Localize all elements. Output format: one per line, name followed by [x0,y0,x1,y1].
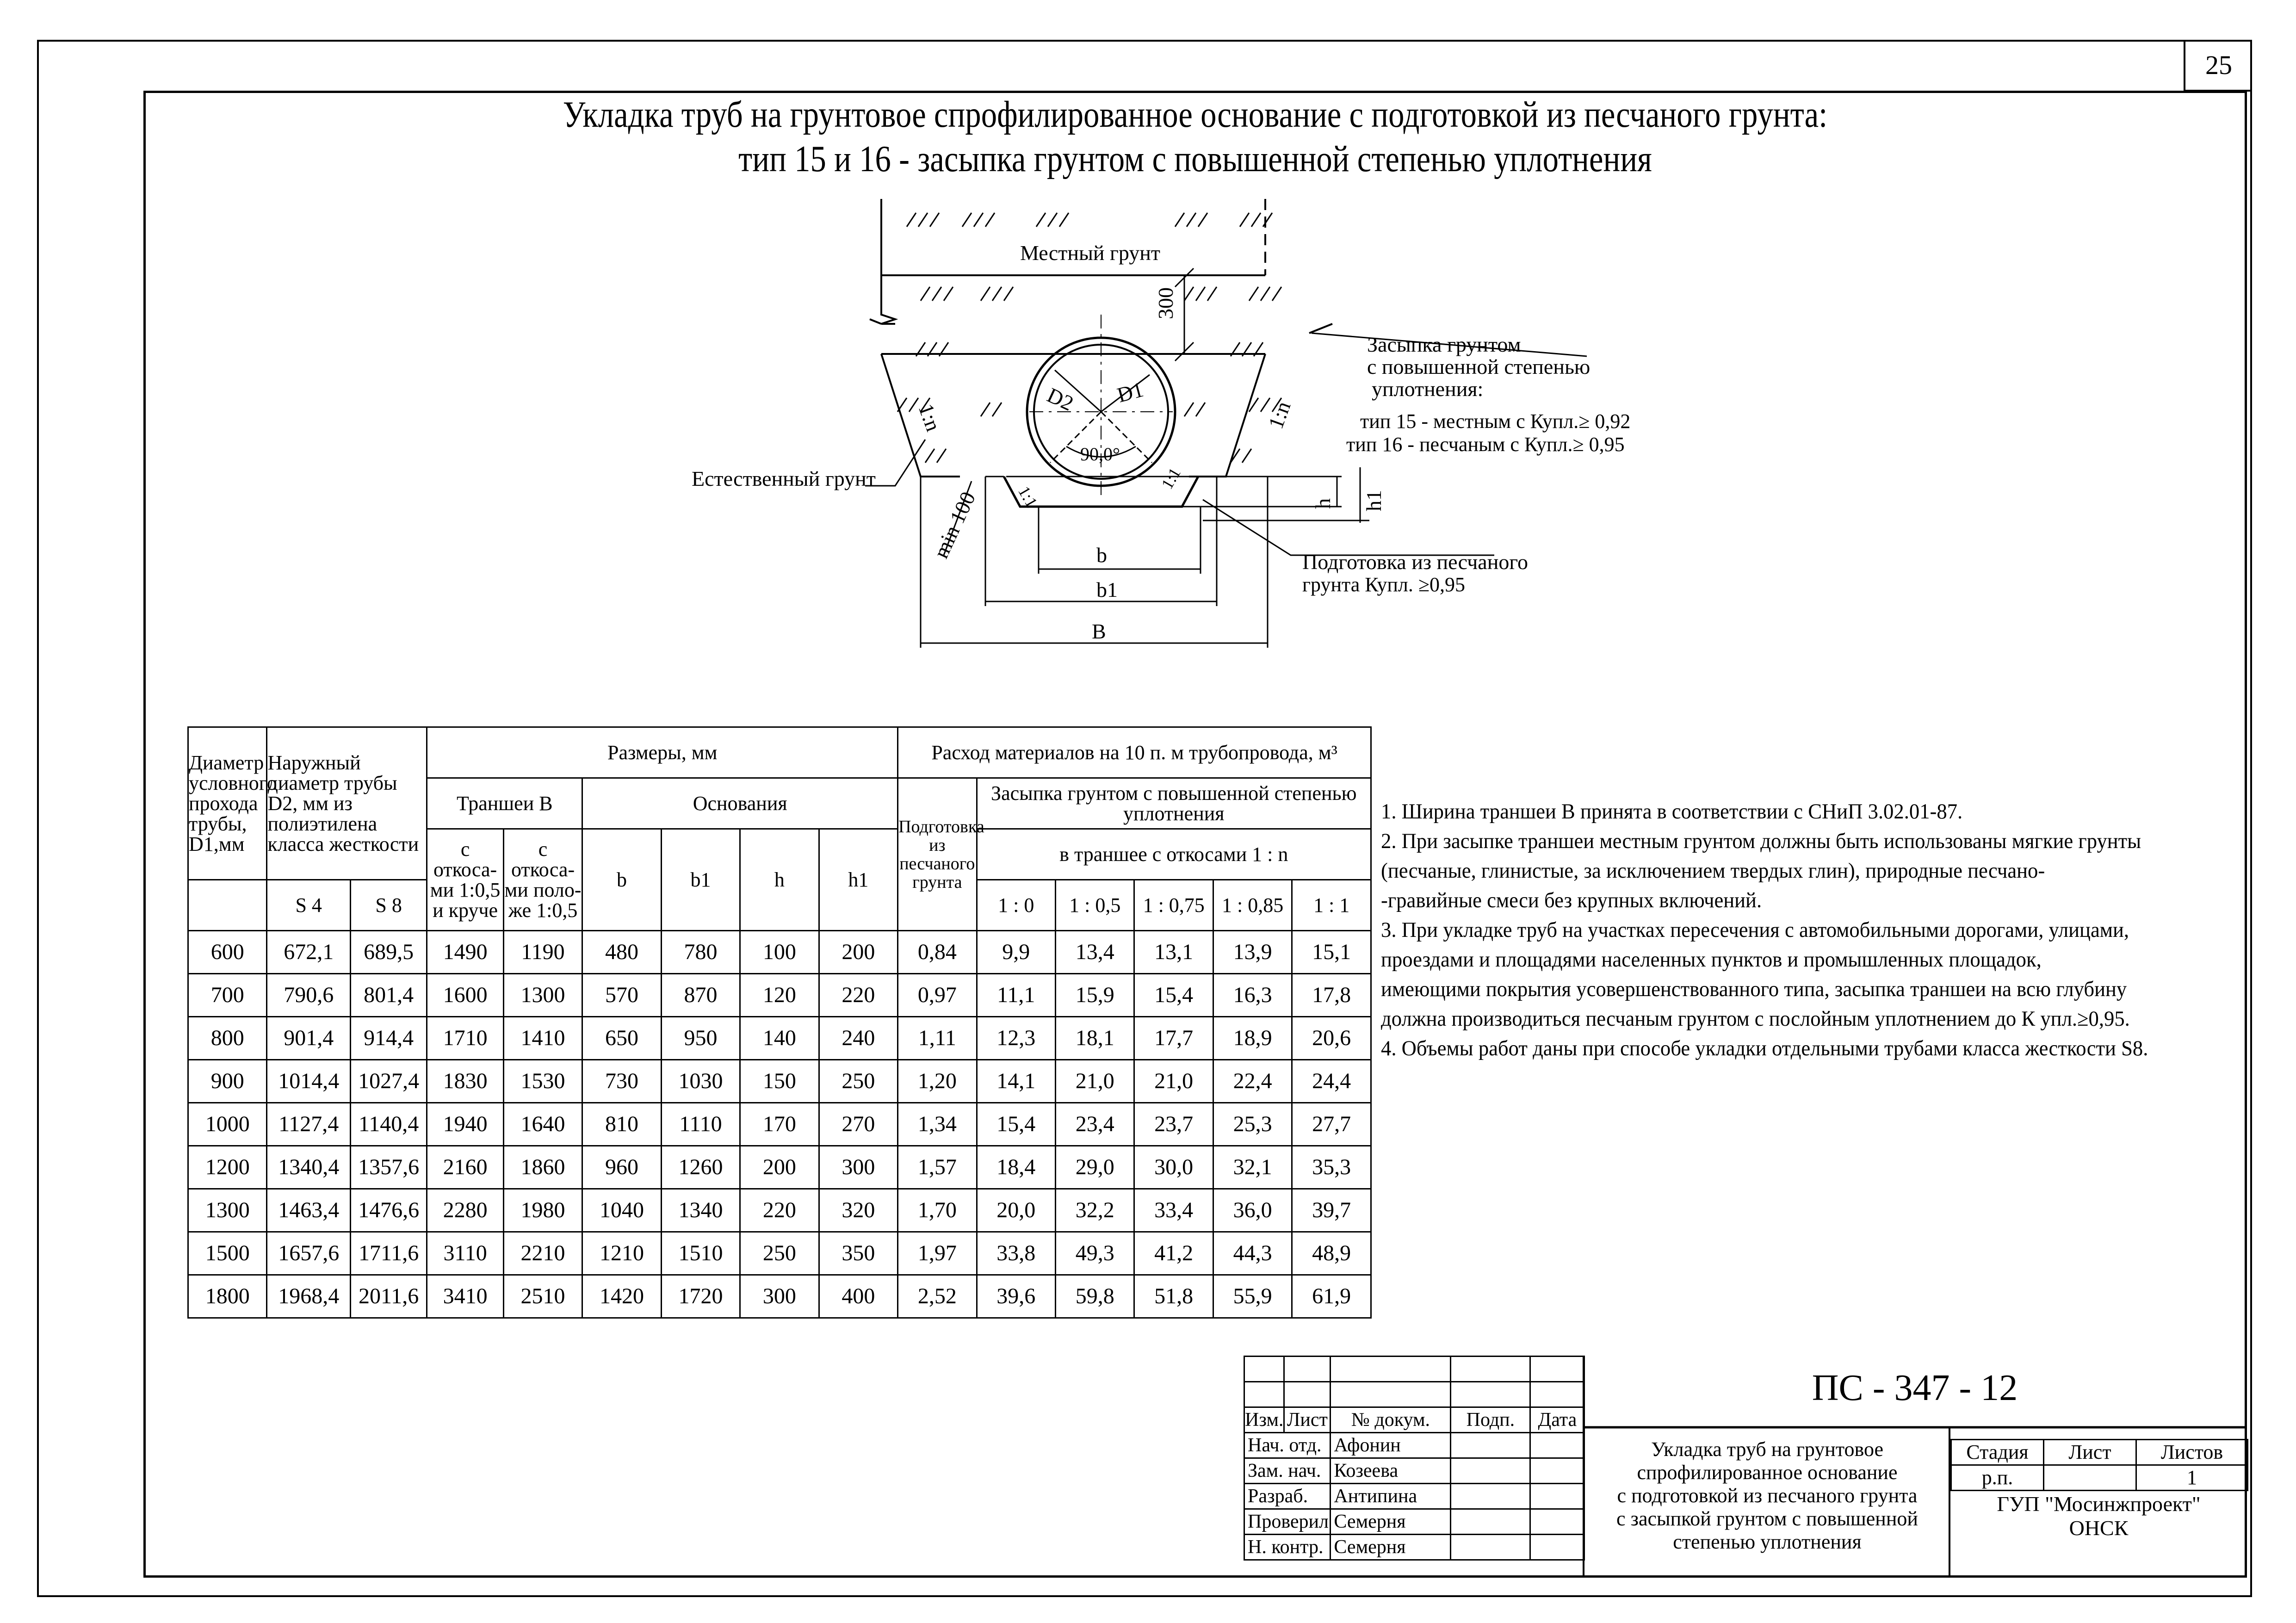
table-cell: 18,1 [1056,1017,1134,1060]
table-cell: 35,3 [1292,1146,1371,1189]
table-cell: 250 [819,1060,897,1103]
label-slope-right: 1:n [1263,398,1295,432]
table-cell: 33,8 [977,1232,1055,1275]
table-cell: 672,1 [267,931,350,974]
table-cell: 1640 [503,1103,582,1146]
table-cell: 801,4 [350,974,427,1017]
table-cell: 140 [740,1017,819,1060]
label-d1: D1 [1114,377,1146,407]
table-cell: 11,1 [977,974,1055,1017]
header-trench: Траншеи В [427,778,582,829]
label-type16: тип 16 - песчаным с Купл.≥ 0,95 [1346,433,1625,456]
table-cell: 150 [740,1060,819,1103]
stamp-h-doc: № докум. [1331,1407,1451,1433]
note-line: 1. Ширина траншеи В принята в соответствии с СНиП 3.02.01-87. [1381,799,1963,824]
table-cell: 2210 [503,1232,582,1275]
table-cell: 15,1 [1292,931,1371,974]
table-cell: 41,2 [1134,1232,1213,1275]
table-cell: 1,11 [898,1017,977,1060]
table-cell: 18,9 [1213,1017,1292,1060]
label-angle: 90,0° [1080,444,1120,465]
stamp-role-row [1244,1509,1584,1535]
stamp-signatures [1244,1356,1585,1561]
header-steep-slopes: с откоса-ми 1:0,5 и круче [427,829,503,931]
table-cell: 20,6 [1292,1017,1371,1060]
table-cell: 39,6 [977,1275,1055,1318]
stamp-role: Зам. нач. [1244,1458,1331,1484]
table-cell: 1463,4 [267,1189,350,1232]
table-cell: 1,70 [898,1189,977,1232]
label-min100: min 100 [928,488,980,562]
table-cell: 400 [819,1275,897,1318]
header-backfill: Засыпка грунтом с повышенной степенью уплотнения [977,778,1371,829]
header-consumption: Расход материалов на 10 п. м трубопровода, м³ [898,727,1371,778]
table-row [188,1232,1371,1275]
label-backfill-2: с повышенной степенью [1367,355,1590,378]
document-title [1587,1438,1948,1554]
table-cell: 30,0 [1134,1146,1213,1189]
note-line: -гравийные смеси без крупных включений. [1381,888,1762,912]
table-cell: 200 [819,931,897,974]
table-cell: 14,1 [977,1060,1055,1103]
table-cell: 9,9 [977,931,1055,974]
note-line: 4. Объемы работ даны при способе укладки отдельными трубами класса жесткости S8. [1381,1036,2148,1060]
stage-table [1950,1439,2248,1491]
table-cell: 15,4 [1134,974,1213,1017]
table-cell: 1830 [427,1060,503,1103]
table-cell: 29,0 [1056,1146,1134,1189]
table-cell: 24,4 [1292,1060,1371,1103]
table-cell: 350 [819,1232,897,1275]
organization-line: ОНСК [2069,1516,2129,1540]
header-s4: S 4 [267,880,350,931]
label-slope-1-1-left: 1:1 [1015,483,1041,511]
document-title-line: степенью уплотнения [1673,1530,1862,1553]
header-k0: 1 : 0 [977,880,1055,931]
stamp-h-data: Дата [1530,1407,1584,1433]
table-cell: 790,6 [267,974,350,1017]
header-h: h [740,829,819,931]
table-cell: 1260 [661,1146,740,1189]
table-cell: 250 [740,1232,819,1275]
label-h1: h1 [1362,490,1386,511]
table-cell: 900 [188,1060,267,1103]
stamp-person: Семерня [1331,1509,1451,1535]
table-cell: 100 [740,931,819,974]
stamp-stage: р.п. [1951,1465,2044,1491]
table-cell: 700 [188,974,267,1017]
table-cell: 1340,4 [267,1146,350,1189]
header-sizes: Размеры, мм [427,727,898,778]
table-cell: 33,4 [1134,1189,1213,1232]
table-cell: 1510 [661,1232,740,1275]
table-cell: 950 [661,1017,740,1060]
table-cell: 270 [819,1103,897,1146]
header-slopes: в траншее с откосами 1 : n [977,829,1371,880]
dimensions-table [187,726,1372,1319]
table-cell: 59,8 [1056,1275,1134,1318]
header-outer-diameter: Наружный диаметр трубы D2, мм из полиэтилена класса жесткости [267,727,427,880]
table-row [188,931,1371,974]
label-slope-1-1-right: 1:1 [1157,465,1184,492]
table-cell: 780 [661,931,740,974]
document-title-line: с подготовкой из песчаного грунта [1617,1484,1918,1507]
table-cell: 1980 [503,1189,582,1232]
table-cell: 240 [819,1017,897,1060]
table-cell: 32,1 [1213,1146,1292,1189]
document-title-line: спрофилированное основание [1637,1461,1898,1484]
title-line-1: Укладка труб на грунтовое спрофилированное основание с подготовкой из песчаного грунта: [563,94,1828,135]
table-cell: 689,5 [350,931,427,974]
table-cell: 2011,6 [350,1275,427,1318]
stamp-person: Семерня [1331,1535,1451,1560]
table-cell: 1014,4 [267,1060,350,1103]
table-cell: 36,0 [1213,1189,1292,1232]
table-cell: 61,9 [1292,1275,1371,1318]
table-cell: 1420 [582,1275,661,1318]
label-dim-300: 300 [1154,287,1177,319]
table-cell: 170 [740,1103,819,1146]
table-cell: 1968,4 [267,1275,350,1318]
header-base: Основания [582,778,898,829]
label-natural-soil: Естественный грунт [692,467,876,490]
header-k1: 1 : 1 [1292,880,1371,931]
table-cell: 901,4 [267,1017,350,1060]
notes [1381,797,2232,1063]
header-nominal-diameter: Диаметр условного прохода трубы, D1,мм [188,727,267,880]
table-cell: 44,3 [1213,1232,1292,1275]
table-cell: 1200 [188,1146,267,1189]
table-cell: 12,3 [977,1017,1055,1060]
table-cell: 810 [582,1103,661,1146]
document-title-line: Укладка труб на грунтовое [1651,1438,1884,1461]
table-cell: 480 [582,931,661,974]
table-cell: 1860 [503,1146,582,1189]
stamp-role: Нач. отд. [1244,1433,1331,1458]
table-cell: 1110 [661,1103,740,1146]
table-cell: 1040 [582,1189,661,1232]
table-cell: 3110 [427,1232,503,1275]
note-line: 3. При укладке труб на участках пересечения с автомобильными дорогами, улицами, [1381,918,2129,942]
organization [1950,1492,2247,1540]
label-b: b [1096,543,1107,567]
table-cell: 300 [819,1146,897,1189]
table-cell: 1500 [188,1232,267,1275]
table-row [188,1060,1371,1103]
table-cell: 1476,6 [350,1189,427,1232]
note-line: должна производиться песчаным грунтом с послойным уплотнением до К упл.≥0,95. [1381,1007,2130,1031]
label-h: h [1311,498,1335,509]
table-cell: 1720 [661,1275,740,1318]
table-cell: 300 [740,1275,819,1318]
table-row [188,1103,1371,1146]
table-cell: 13,4 [1056,931,1134,974]
stamp-role: Н. контр. [1244,1535,1331,1560]
table-cell: 1600 [427,974,503,1017]
label-b1: b1 [1096,578,1118,601]
document-code: ПС - 347 - 12 [1812,1368,2018,1408]
table-row [188,1275,1371,1318]
stamp-sheet [2044,1465,2136,1491]
table-cell: 3410 [427,1275,503,1318]
table-cell: 20,0 [977,1189,1055,1232]
stamp-role-row [1244,1535,1584,1560]
table-cell: 2160 [427,1146,503,1189]
header-k05: 1 : 0,5 [1056,880,1134,931]
header-sand-prep: Подготовка из песчаного грунта [898,778,977,931]
page-title [291,93,2099,181]
table-cell: 21,0 [1134,1060,1213,1103]
label-type15: тип 15 - местным с Купл.≥ 0,92 [1360,410,1631,433]
stamp-person: Афонин [1331,1433,1451,1458]
table-row [188,974,1371,1017]
table-cell: 0,84 [898,931,977,974]
table-cell: 18,4 [977,1146,1055,1189]
stamp-h-izm: Изм. [1244,1407,1284,1433]
table-cell: 27,7 [1292,1103,1371,1146]
table-cell: 1027,4 [350,1060,427,1103]
table-cell: 1,57 [898,1146,977,1189]
table-cell: 800 [188,1017,267,1060]
table-cell: 914,4 [350,1017,427,1060]
stamp-role: Разраб. [1244,1484,1331,1509]
table-cell: 51,8 [1134,1275,1213,1318]
table-cell: 1300 [188,1189,267,1232]
note-line: (песчаные, глинистые, за исключением твердых глин), природные песчано- [1381,859,2045,883]
stamp-sheets: 1 [2136,1465,2248,1491]
table-cell: 17,8 [1292,974,1371,1017]
table-cell: 0,97 [898,974,977,1017]
header-b: b [582,829,661,931]
stamp-role-row [1244,1458,1584,1484]
table-cell: 55,9 [1213,1275,1292,1318]
table-cell: 13,9 [1213,931,1292,974]
table-cell: 1210 [582,1232,661,1275]
table-cell: 16,3 [1213,974,1292,1017]
table-cell: 1340 [661,1189,740,1232]
label-sand-prep-2: грунта Купл. ≥0,95 [1302,573,1465,596]
table-row [188,1017,1371,1060]
table-cell: 1711,6 [350,1232,427,1275]
stamp-person: Антипина [1331,1484,1451,1509]
table-cell: 120 [740,974,819,1017]
header-gentle-slopes: с откоса-ми поло-же 1:0,5 [503,829,582,931]
stamp-h-sheet: Лист [2044,1440,2136,1465]
label-d2: D2 [1043,383,1077,415]
table-cell: 1030 [661,1060,740,1103]
table-cell: 39,7 [1292,1189,1371,1232]
header-k075: 1 : 0,75 [1134,880,1213,931]
table-cell: 570 [582,974,661,1017]
table-cell: 1490 [427,931,503,974]
note-line: 2. При засыпке траншеи местным грунтом должны быть использованы мягкие грунты [1381,829,2141,853]
table-cell: 2280 [427,1189,503,1232]
table-cell: 1530 [503,1060,582,1103]
title-line-2: тип 15 и 16 - засыпка грунтом с повышенной степенью уплотнения [738,139,1652,180]
label-sand-prep-1: Подготовка из песчаного [1302,550,1529,574]
table-cell: 1300 [503,974,582,1017]
stamp-lines [1583,1425,2247,1430]
table-cell: 1,20 [898,1060,977,1103]
table-cell: 1,97 [898,1232,977,1275]
header-b1: b1 [661,829,740,931]
table-row [188,1189,1371,1232]
table-cell: 13,1 [1134,931,1213,974]
table-cell: 1710 [427,1017,503,1060]
table-cell: 600 [188,931,267,974]
table-cell: 1657,6 [267,1232,350,1275]
table-cell: 1000 [188,1103,267,1146]
label-backfill-3: уплотнения: [1372,377,1484,401]
table-cell: 2,52 [898,1275,977,1318]
table-cell: 22,4 [1213,1060,1292,1103]
stamp-role-row [1244,1433,1584,1458]
table-cell: 15,9 [1056,974,1134,1017]
table-cell: 21,0 [1056,1060,1134,1103]
table-cell: 220 [819,974,897,1017]
table-cell: 1127,4 [267,1103,350,1146]
table-cell: 870 [661,974,740,1017]
table-cell: 32,2 [1056,1189,1134,1232]
table-cell: 2510 [503,1275,582,1318]
table-cell: 320 [819,1189,897,1232]
stamp-h-stage: Стадия [1951,1440,2044,1465]
header-h1: h1 [819,829,897,931]
table-cell: 1190 [503,931,582,974]
table-cell: 1,34 [898,1103,977,1146]
table-cell: 1940 [427,1103,503,1146]
stamp-h-podp: Подп. [1451,1407,1530,1433]
table-cell: 730 [582,1060,661,1103]
table-cell: 1800 [188,1275,267,1318]
table-cell: 15,4 [977,1103,1055,1146]
table-cell: 200 [740,1146,819,1189]
header-k085: 1 : 0,85 [1213,880,1292,931]
table-cell: 48,9 [1292,1232,1371,1275]
table-cell: 1140,4 [350,1103,427,1146]
header-empty [188,880,267,931]
table-cell: 23,4 [1056,1103,1134,1146]
table-cell: 1410 [503,1017,582,1060]
trench-cross-section [648,185,1665,675]
table-row [188,1146,1371,1189]
note-line: имеющими покрытия усовершенствованного типа, засыпка траншеи на всю глубину [1381,977,2127,1001]
organization-line: ГУП "Мосинжпроект" [1997,1492,2201,1516]
label-backfill-1: Засыпка грунтом [1367,333,1521,356]
label-slope-left: 1:n [914,400,946,434]
stamp-person: Козеева [1331,1458,1451,1484]
table-cell: 23,7 [1134,1103,1213,1146]
table-cell: 17,7 [1134,1017,1213,1060]
sheet-number: 25 [2184,40,2252,92]
stamp-role: Проверил [1244,1509,1331,1535]
table-cell: 220 [740,1189,819,1232]
stamp-role-row [1244,1484,1584,1509]
stamp-h-sheets: Листов [2136,1440,2248,1465]
label-local-soil: Местный грунт [1020,241,1160,265]
table-cell: 650 [582,1017,661,1060]
note-line: проездами и площадями населенных пунктов и промышленных площадок, [1381,948,2042,972]
table-cell: 49,3 [1056,1232,1134,1275]
table-cell: 1357,6 [350,1146,427,1189]
header-s8: S 8 [350,880,427,931]
document-title-line: с засыпкой грунтом с повышенной [1616,1507,1918,1530]
table-cell: 960 [582,1146,661,1189]
label-B: B [1092,619,1106,643]
table-cell: 25,3 [1213,1103,1292,1146]
stamp-h-list: Лист [1284,1407,1331,1433]
